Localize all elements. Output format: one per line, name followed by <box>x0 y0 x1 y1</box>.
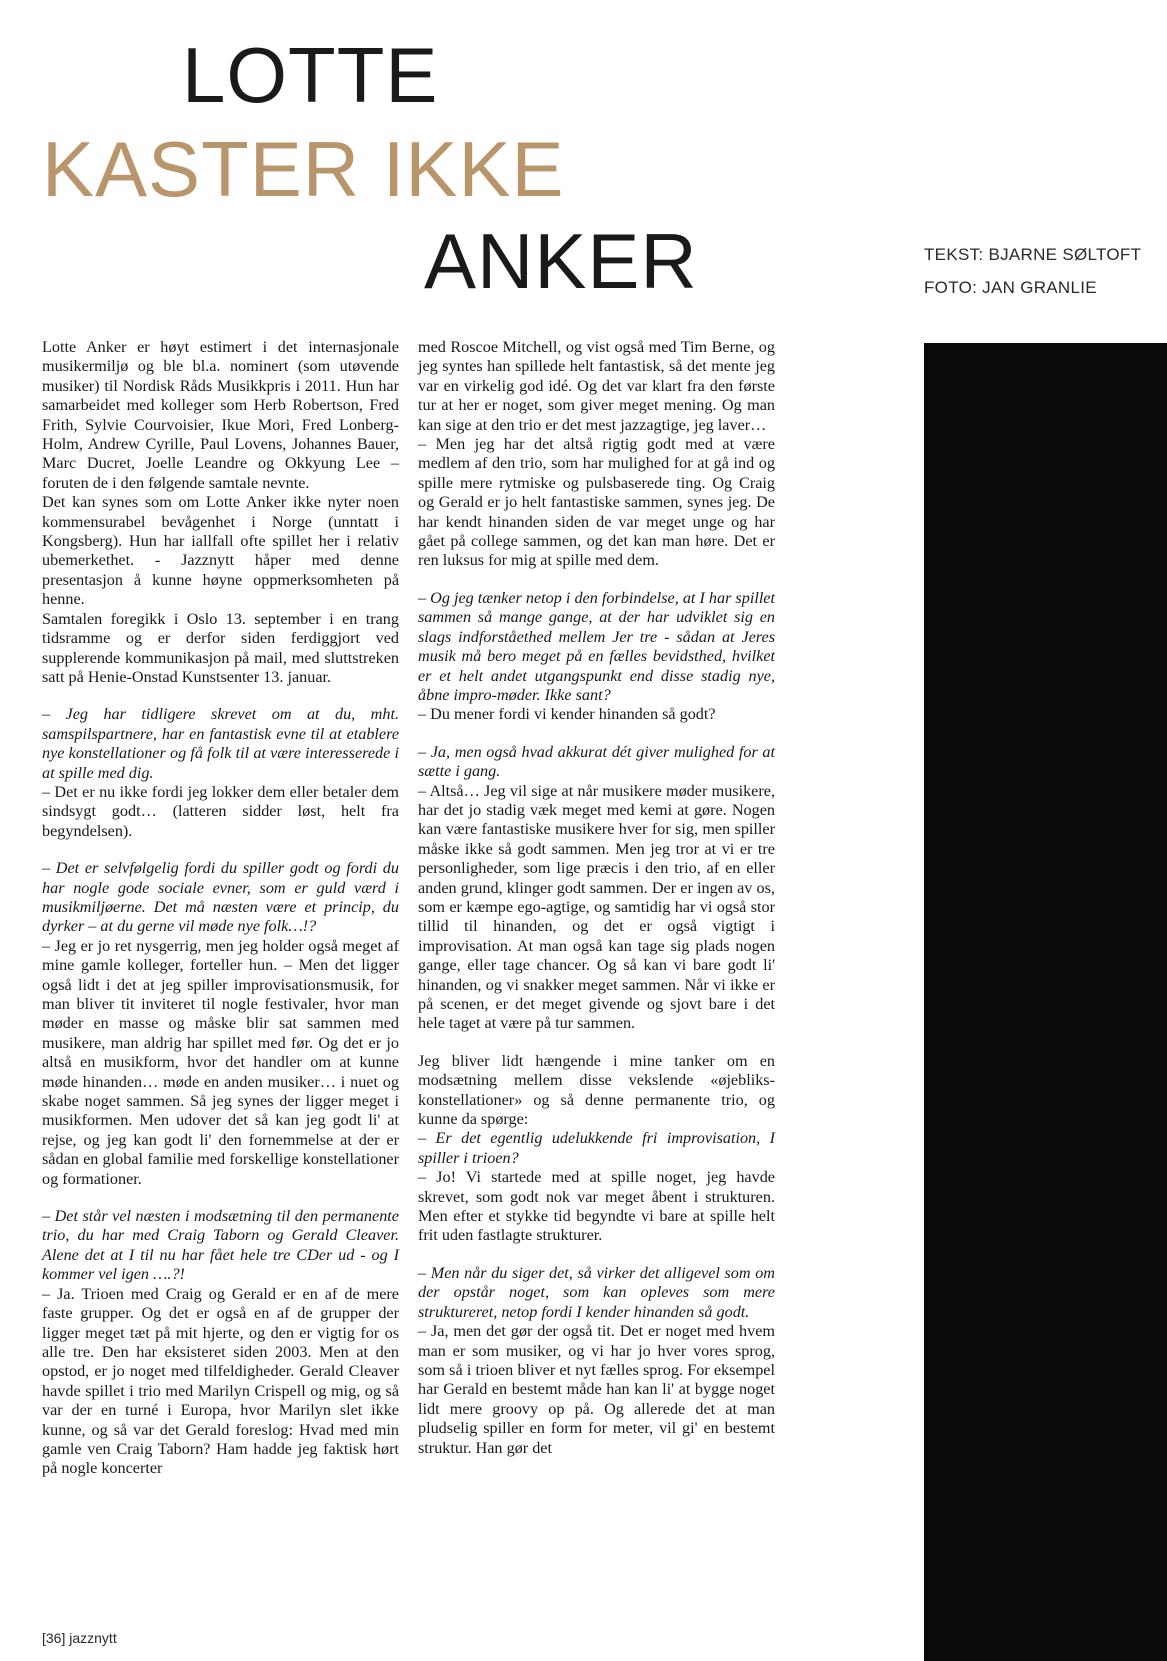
article-paragraph: med Roscoe Mitchell, og vist også med Tim Berne, og jeg syntes han spillede helt fantastisk, så det mente jeg var en virkelig god idé. Og det var klart fra den første tur at her er noget, som giver meget mening. Og man kan sige at den trio er det mest jazzagtige, jeg laver… <box>418 338 775 434</box>
article-paragraph: – Altså… Jeg vil sige at når musikere møder musikere, har det jo stadig væk meget med kemi at gøre. Nogen kan være fantastiske musikere hver for sig, men spiller måske ikke så godt sammen. Men jeg tror at vi er tre personligheder, som lige præcis i den trio, af en eller anden grund, klinger godt sammen. Der er ingen av os, som er kæmpe ego-agtige, og samtidig har vi også stor tillid til hinanden, og det er også vigtigt i improvisation. At man også kan tage sig plads nogen gange, eller tage chancer. Og så kan vi bare godt li' hinanden, og vi snakker meget sammen. Når vi ikke er på scenen, er det meget givende og sjovt bare i det hele taget at være på tur sammen. <box>418 781 775 1033</box>
article-paragraph: – Men jeg har det altså rigtig godt med at være medlem af den trio, som har mulighed for at gå ind og spille mere rytmiske og pulsbaserede ting. Og Craig og Gerald er jo helt fantastiske sammen, synes jeg. De har kendt hinanden siden de var meget unge og har gået på college sammen, og det kan man høre. Det er ren luksus for mig at spille med dem. <box>418 435 775 570</box>
article-paragraph: – Jeg er jo ret nysgerrig, men jeg holder også meget af mine gamle kolleger, forteller hun. – Men det ligger også lidt i det at jeg spiller improvisationsmusik, for man bliver tit inviteret til nogle festivaler, hvor man møder en masse og måske blir sat sammen med musikere, man aldrig har spillet med før. Og det er jo altså en musikform, hvor det handler om at kunne møde hinanden… møde en anden musiker… i nuet og skabe noget sammen. Så jeg synes der ligger meget i musikformen. Men udover det så kan jeg godt li' at rejse, og jeg kan godt li' den fornemmelse at der er sådan en global familie med forskellige konstellationer og formationer. <box>42 936 399 1188</box>
title-line-anker: ANKER <box>424 217 698 305</box>
interview-question: – Ja, men også hvad akkurat dét giver mulighed for at sætte i gang. <box>418 742 775 781</box>
credit-text-author: TEKST: BJARNE SØLTOFT <box>924 245 1142 264</box>
article-paragraph: – Det er nu ikke fordi jeg lokker dem eller betaler dem sindsygt godt… (latteren sidder løst, helt fra begyndelsen). <box>42 782 399 840</box>
article-paragraph: Jeg bliver lidt hængende i mine tanker om en modsætning mellem disse vekslende «øjebliks-konstellationer» og så denne permanente trio, og kunne da spørge: <box>418 1051 775 1129</box>
interview-question: – Jeg har tidligere skrevet om at du, mht. samspilspartnere, har en fantastisk evne til at etablere nye konstellationer og få folk til at være interesserede i at spille med dig. <box>42 705 399 782</box>
page-footer: [36] jazznytt <box>42 1630 117 1646</box>
article-column-middle <box>418 338 775 1458</box>
interview-question: – Men når du siger det, så virker det alligevel som om der opstår noget, som kan opleves som mere struktureret, netop fordi I kender hinanden så godt. <box>418 1263 775 1321</box>
article-credits <box>924 238 1141 304</box>
credit-photographer: FOTO: JAN GRANLIE <box>924 278 1097 297</box>
article-paragraph: – Ja, men det gør der også tit. Det er noget med hvem man er som musiker, og vi har jo hver vores sprog, som så i trioen bliver et nyt fælles sprog. For eksempel har Gerald en bestemt måde han kan li' at bygge noget lidt mere groovy op på. Og allerede det at man pludselig spiller en form for meter, vil gi' en bestemt struktur. Han gør det <box>418 1322 775 1457</box>
article-paragraph: Lotte Anker er høyt estimert i det internasjonale musikermiljø og ble bl.a. nominert (som utøvende musiker) til Nordisk Råds Musikkpris i 2011. Hun har samarbeidet med kolleger som Herb Robertson, Fred Frith, Sylvie Courvoisier, Ikue Mori, Fred Lonberg-Holm, Andrew Cyrille, Paul Lovens, Johannes Bauer, Marc Ducret, Joelle Leandre og Okkyung Lee – foruten de i den følgende samtale nevnte. <box>42 338 399 492</box>
article-paragraph: Det kan synes som om Lotte Anker ikke nyter noen kommensurabel bevågenhet i Norge (unntatt i Kongsberg). Hun har iallfall ofte spillet her i relativ ubemerkethet. - Jazznytt håper med denne presentasjon å kunne høyne oppmerksomheten på henne. <box>42 493 399 609</box>
article-paragraph: Samtalen foregikk i Oslo 13. september i en trang tidsramme og er derfor siden ferdiggjort ved supplerende kommunikasjon på mail, med sluttstreken satt på Henie-Onstad Kunstsenter 13. januar. <box>42 609 399 686</box>
interview-question: – Og jeg tænker netop i den forbindelse, at I har spillet sammen så mange gange, at der har udviklet sig en slags indforståethed mellem Jer tre - sådan at Jeres musik må bero meget på en fælles bevidsthed, hvilket er et helt andet utgangspunkt end disse stadig nye, åbne impro-møder. Ikke sant? <box>418 588 775 704</box>
article-paragraph: – Ja. Trioen med Craig og Gerald er en af de mere faste grupper. Og det er også en af de grupper der ligger meget tæt på mit hjerte, og den er vigtig for os alle tre. Den har eksisteret siden 2003. Men at den opstod, er jo noget med tilfeldigheder. Gerald Cleaver havde spillet i trio med Marilyn Crispell og mig, og så var der en turné i Europa, hvor Marilyn slet ikke kunne, og så var det Gerald foreslog: Hvad med min gamle ven Craig Taborn? Ham hadde jeg faktisk hørt på nogle koncerter <box>42 1284 399 1478</box>
article-column-left <box>42 338 399 1479</box>
article-paragraph: – Du mener fordi vi kender hinanden så godt? <box>418 705 716 724</box>
title-line-lotte: LOTTE <box>182 31 439 119</box>
interview-question: – Det er selvfølgelig fordi du spiller godt og fordi du har nogle gode sociale evner, som er guld værd i musikmiljøerne. Det må næsten være et princip, du dyrker – at du gerne vil møde nye folk…!? <box>42 859 399 936</box>
interview-question: – Er det egentlig udelukkende fri improvisation, I spiller i trioen? <box>418 1129 775 1167</box>
article-paragraph: – Jo! Vi startede med at spille noget, jeg havde skrevet, som godt nok var meget åbent i strukturen. Men efter et stykke tid begyndte vi bare at spille helt frit uden fastlagte strukturer. <box>418 1168 775 1245</box>
interview-question: – Det står vel næsten i modsætning til den permanente trio, du har med Craig Taborn og Gerald Cleaver. Alene det at I til nu har fået hele tre CDer ud - og I kommer vel igen ….?! <box>42 1207 399 1284</box>
title-line-kaster-ikke: KASTER IKKE <box>42 125 565 213</box>
black-photo-block <box>924 343 1167 1661</box>
